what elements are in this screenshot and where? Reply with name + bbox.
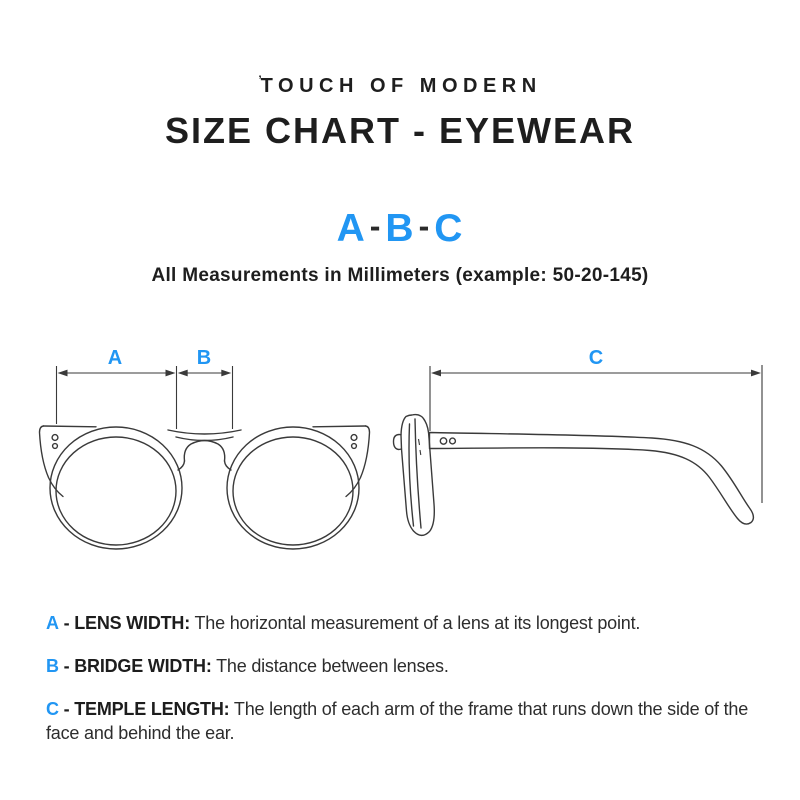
measurement-arrow-c	[431, 370, 761, 377]
definition-dash: -	[63, 656, 70, 676]
formula-separator: -	[369, 208, 382, 244]
abc-formula	[0, 205, 800, 250]
diagram-label-a: A	[107, 347, 123, 369]
glasses-side-view-illustration	[394, 415, 754, 536]
definition-dash: -	[63, 613, 70, 633]
definitions-list	[46, 611, 768, 764]
definition-term: BRIDGE WIDTH:	[74, 656, 212, 676]
definition-bridge-width	[46, 654, 768, 678]
glasses-front-view-illustration	[40, 426, 370, 549]
definition-term: TEMPLE LENGTH:	[74, 699, 230, 719]
logo-tick-mark: ʼ	[258, 73, 262, 87]
definition-dash: -	[63, 699, 70, 719]
measurement-arrow-a	[58, 370, 176, 377]
definition-letter: C	[46, 699, 59, 719]
formula-letter-c: C	[434, 207, 464, 250]
brand-logo	[0, 69, 800, 97]
eyewear-measurement-diagram	[0, 330, 800, 610]
definition-term: LENS WIDTH:	[74, 613, 191, 633]
measurements-subtitle: All Measurements in Millimeters (example: 50-20-145)	[151, 265, 649, 286]
diagram-label-b: B	[196, 347, 212, 369]
measurement-arrow-b	[178, 370, 232, 377]
page-title: SIZE CHART - EYEWEAR	[164, 110, 635, 151]
definition-text: The length of each arm of the frame that runs down the side of the face and behind the ear.	[46, 699, 749, 743]
diagram-label-c: C	[588, 347, 604, 369]
definition-text: The distance between lenses.	[216, 656, 449, 676]
formula-letter-a: A	[336, 207, 366, 250]
definition-text: The horizontal measurement of a lens at its longest point.	[194, 613, 641, 633]
formula-letter-b: B	[385, 207, 415, 250]
definition-letter: A	[46, 613, 59, 633]
definition-lens-width	[46, 611, 768, 635]
formula-separator: -	[418, 208, 431, 244]
definition-temple-length	[46, 697, 768, 745]
brand-logo-text: TOUCH OF MODERN	[260, 75, 542, 97]
definition-letter: B	[46, 656, 59, 676]
